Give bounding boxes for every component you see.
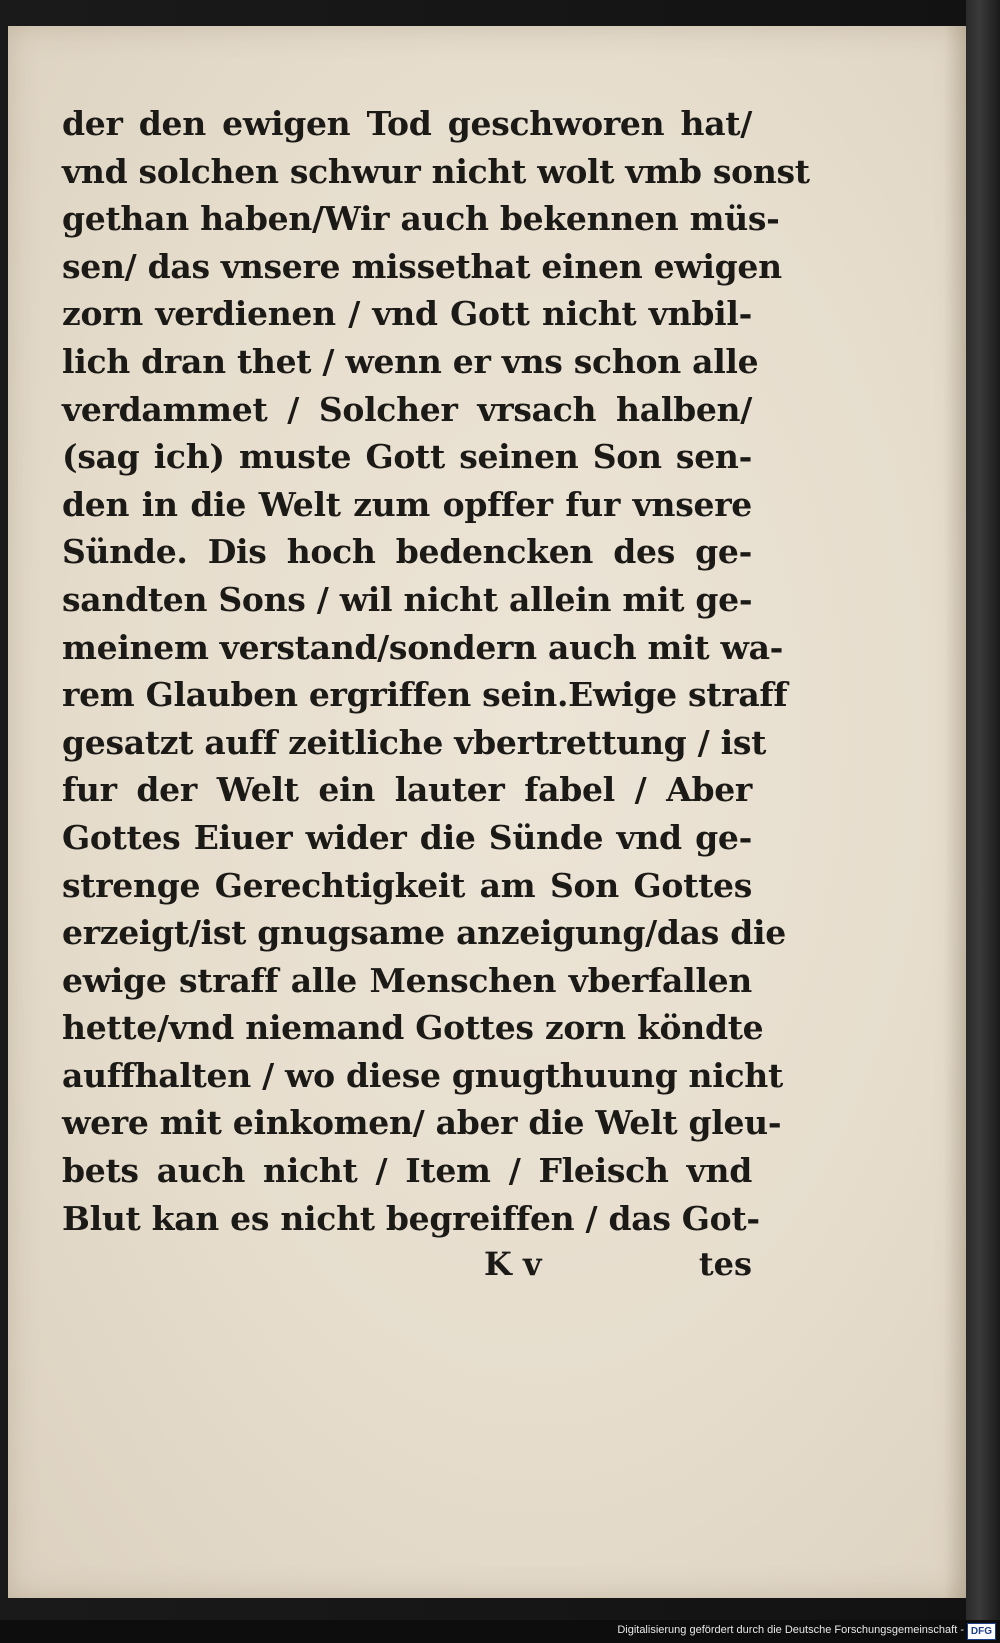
book-edge	[966, 0, 1000, 1643]
page-footer-marks	[62, 1245, 752, 1293]
text-line: der den ewigen Tod geschworen hat/	[62, 104, 752, 143]
catchword: tes	[698, 1245, 752, 1283]
text-line: sandten Sons / wil nicht allein mit ge-	[62, 579, 753, 619]
text-line: sen/ das vnsere missethat einen ewigen	[62, 246, 782, 286]
text-line: meinem verstand/sondern auch mit wa-	[62, 627, 784, 667]
dfg-logo: DFG	[967, 1623, 996, 1640]
text-line: bets auch nicht / Item / Fleisch vnd	[62, 1151, 752, 1191]
text-line: zorn verdienen / vnd Gott nicht vnbil-	[62, 294, 752, 334]
text-line: den in die Welt zum opffer fur vnsere	[62, 484, 752, 524]
text-line: strenge Gerechtigkeit am Son Gottes	[62, 865, 752, 905]
text-line: lich dran thet / wenn er vns schon alle	[62, 341, 759, 381]
signature-mark: K v	[484, 1245, 542, 1283]
text-line: Blut kan es nicht begreiffen / das Got-	[62, 1198, 760, 1238]
text-line: gethan haben/Wir auch bekennen müs-	[62, 199, 780, 239]
page-text	[62, 100, 810, 1242]
text-line: (sag ich) muste Gott seinen Son sen-	[62, 437, 752, 477]
text-line: hette/vnd niemand Gottes zorn köndte	[62, 1008, 764, 1048]
text-line: erzeigt/ist gnugsame anzeigung/das die	[62, 913, 786, 953]
page-shadow	[944, 26, 966, 1598]
footer-bar	[0, 1620, 1000, 1643]
text-line: rem Glauben ergriffen sein.Ewige straff	[62, 675, 788, 715]
text-line: verdammet / Solcher vrsach halben/	[62, 389, 752, 429]
text-line: vnd solchen schwur nicht wolt vmb sonst	[62, 151, 810, 191]
text-line: Gottes Eiuer wider die Sünde vnd ge-	[62, 817, 752, 857]
text-line: Sünde. Dis hoch bedencken des ge-	[62, 532, 752, 572]
text-line: were mit einkomen/ aber die Welt gleu-	[62, 1103, 782, 1143]
text-line: auffhalten / wo diese gnugthuung nicht	[62, 1055, 783, 1095]
text-line: fur der Welt ein lauter fabel / Aber	[62, 770, 752, 810]
text-line: ewige straff alle Menschen vberfallen	[62, 960, 752, 1000]
funding-credit: Digitalisierung gefördert durch die Deutsche Forschungsgemeinschaft -	[617, 1624, 964, 1636]
text-line: gesatzt auff zeitliche vbertrettung / ist	[62, 722, 767, 762]
